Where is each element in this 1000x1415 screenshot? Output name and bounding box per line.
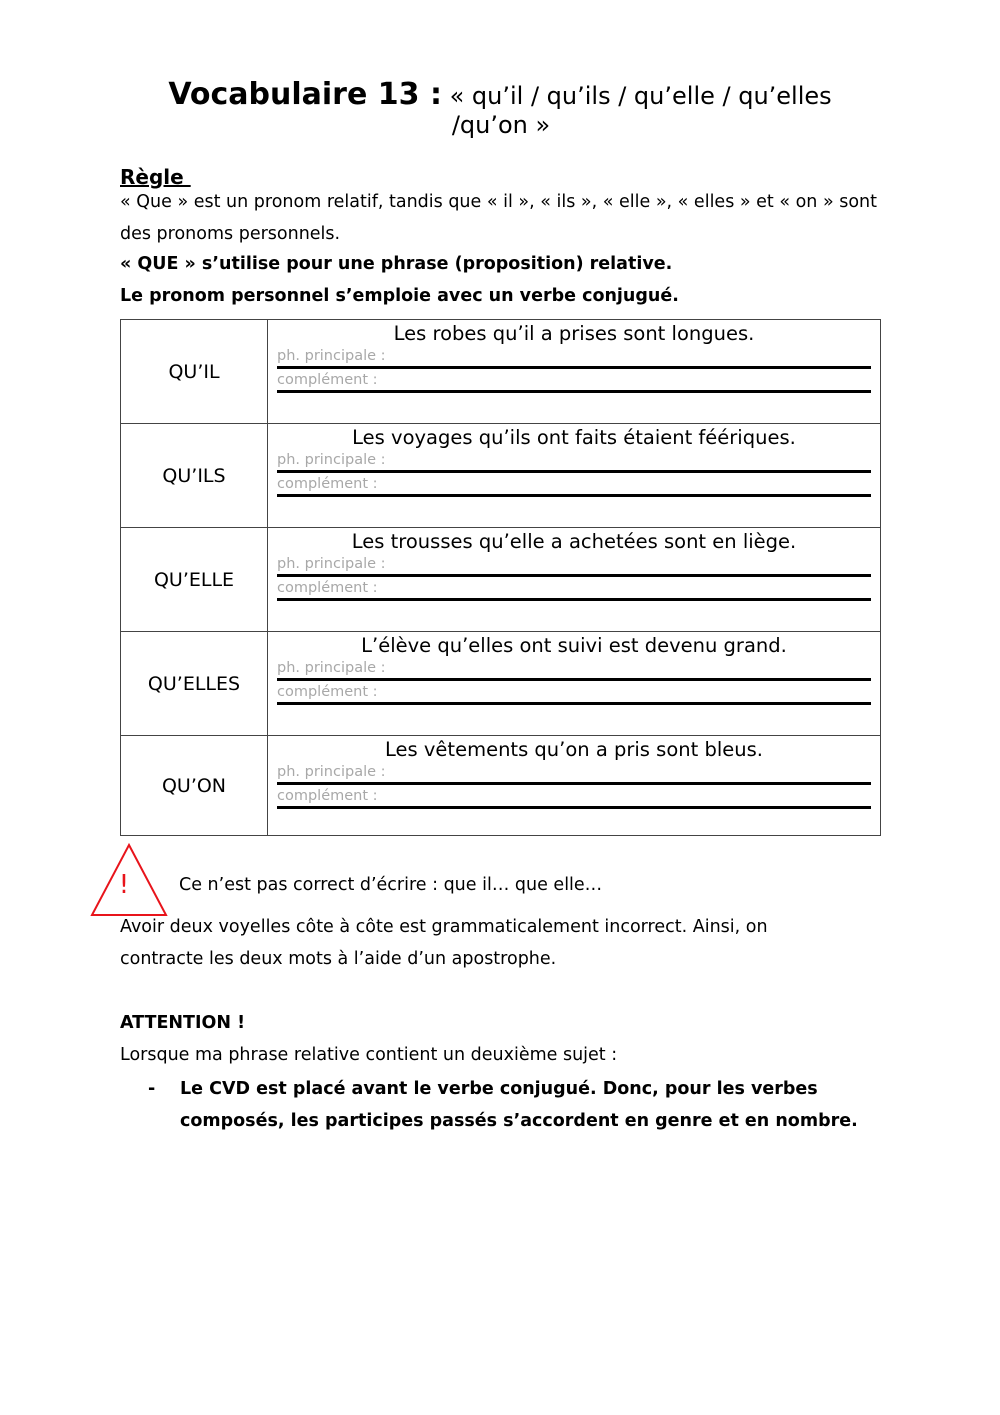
main-clause-answer-line[interactable] [277, 347, 871, 371]
main-clause-answer-line[interactable] [277, 763, 871, 787]
main-clause-answer-line[interactable] [277, 555, 871, 579]
rule-text: « Que » est un pronom relatif, tandis que « il », « ils », « elle », « elles » et « on » sont des pronoms personnels. [120, 192, 878, 244]
main-clause-answer-line[interactable] [277, 451, 871, 475]
complement-answer-line[interactable] [277, 579, 871, 603]
sentence-cell [268, 424, 881, 528]
complement-answer-line[interactable] [277, 371, 871, 395]
example-sentence: L’élève qu’elles ont suivi est devenu grand. [361, 634, 787, 657]
attention-intro: Lorsque ma phrase relative contient un deuxième sujet : [120, 1045, 618, 1065]
table-row [121, 632, 881, 736]
complement-label: complément : [277, 372, 378, 388]
title-rest-line2: /qu’on » [451, 111, 551, 139]
page-title [0, 77, 1000, 140]
exercise-table [120, 319, 881, 836]
pronoun-cell: QU’ELLES [121, 632, 268, 736]
rule-bold-que: « QUE » s’utilise pour une phrase (proposition) relative. [120, 254, 673, 274]
warning-mark: ! [118, 870, 130, 900]
sentence-cell [268, 632, 881, 736]
main-clause-label: ph. principale : [277, 348, 386, 364]
attention-list-item [148, 1073, 868, 1137]
example-sentence: Les vêtements qu’on a pris sont bleus. [385, 738, 763, 761]
title-rest-line1: « qu’il / qu’ils / qu’elle / qu’elles [449, 82, 832, 110]
complement-label: complément : [277, 580, 378, 596]
rule-heading: Règle [120, 165, 191, 189]
table-row [121, 736, 881, 836]
sentence-cell [268, 736, 881, 836]
complement-label: complément : [277, 684, 378, 700]
warning-explanation: Avoir deux voyelles côte à côte est grammaticalement incorrect. Ainsi, on contracte les deux mots à l’aide d’un apostrophe. [120, 917, 768, 969]
main-clause-label: ph. principale : [277, 660, 386, 676]
sentence-cell [268, 528, 881, 632]
attention-bullet-text: Le CVD est placé avant le verbe conjugué. Donc, pour les verbes composés, les participes passés s’accordent en genre et en nombre. [180, 1079, 858, 1131]
example-sentence: Les robes qu’il a prises sont longues. [393, 322, 755, 345]
attention-heading: ATTENTION ! [120, 1013, 246, 1033]
complement-answer-line[interactable] [277, 787, 871, 811]
table-row [121, 528, 881, 632]
pronoun-cell: QU’IL [121, 320, 268, 424]
main-clause-label: ph. principale : [277, 452, 386, 468]
complement-label: complément : [277, 476, 378, 492]
title-main: Vocabulaire 13 : [168, 77, 442, 112]
table-row [121, 320, 881, 424]
warning-text: Ce n’est pas correct d’écrire : que il… que elle… [179, 875, 603, 895]
example-sentence: Les voyages qu’ils ont faits étaient féériques. [352, 426, 796, 449]
table-row [121, 424, 881, 528]
rule-bold-pronoun: Le pronom personnel s’emploie avec un verbe conjugué. [120, 286, 679, 306]
complement-label: complément : [277, 788, 378, 804]
complement-answer-line[interactable] [277, 683, 871, 707]
main-clause-answer-line[interactable] [277, 659, 871, 683]
warning-triangle-icon [90, 843, 168, 917]
pronoun-cell: QU’ELLE [121, 528, 268, 632]
pronoun-cell: QU’ON [121, 736, 268, 836]
sentence-cell [268, 320, 881, 424]
main-clause-label: ph. principale : [277, 764, 386, 780]
list-dash: - [148, 1079, 156, 1099]
main-clause-label: ph. principale : [277, 556, 386, 572]
pronoun-cell: QU’ILS [121, 424, 268, 528]
complement-answer-line[interactable] [277, 475, 871, 499]
example-sentence: Les trousses qu’elle a achetées sont en liège. [351, 530, 797, 553]
